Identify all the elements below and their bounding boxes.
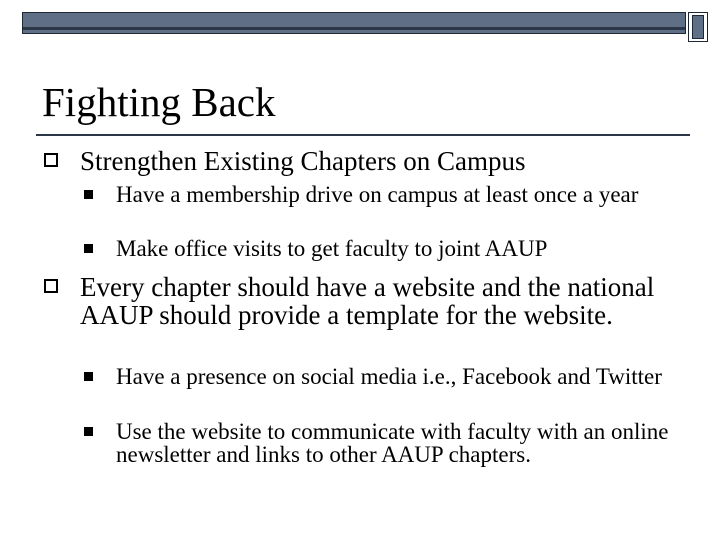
header-band bbox=[22, 12, 686, 34]
subbullet-text: Make office visits to get faculty to joint AAUP bbox=[116, 236, 548, 261]
filled-square-bullet-icon bbox=[84, 190, 93, 199]
filled-square-bullet-icon bbox=[84, 427, 93, 436]
subbullet-text: Have a membership drive on campus at least once a year bbox=[116, 182, 639, 207]
slide-title: Fighting Back bbox=[42, 79, 276, 125]
title-divider bbox=[36, 134, 690, 136]
hollow-square-bullet-icon bbox=[44, 279, 58, 293]
subbullet-text: Use the website to communicate with faculty with an online newsletter and links to other AAUP chapters. bbox=[116, 419, 669, 467]
filled-square-bullet-icon bbox=[84, 244, 93, 253]
bullet-text: Every chapter should have a website and the national AAUP should provide a template for the website. bbox=[80, 272, 655, 330]
corner-square-inner bbox=[692, 15, 704, 39]
filled-square-bullet-icon bbox=[84, 372, 93, 381]
bullet-text: Strengthen Existing Chapters on Campus bbox=[80, 146, 526, 176]
header-band-accent bbox=[23, 27, 685, 30]
subbullet-text: Have a presence on social media i.e., Facebook and Twitter bbox=[116, 364, 662, 389]
corner-square-decoration bbox=[688, 12, 708, 42]
hollow-square-bullet-icon bbox=[44, 153, 58, 167]
